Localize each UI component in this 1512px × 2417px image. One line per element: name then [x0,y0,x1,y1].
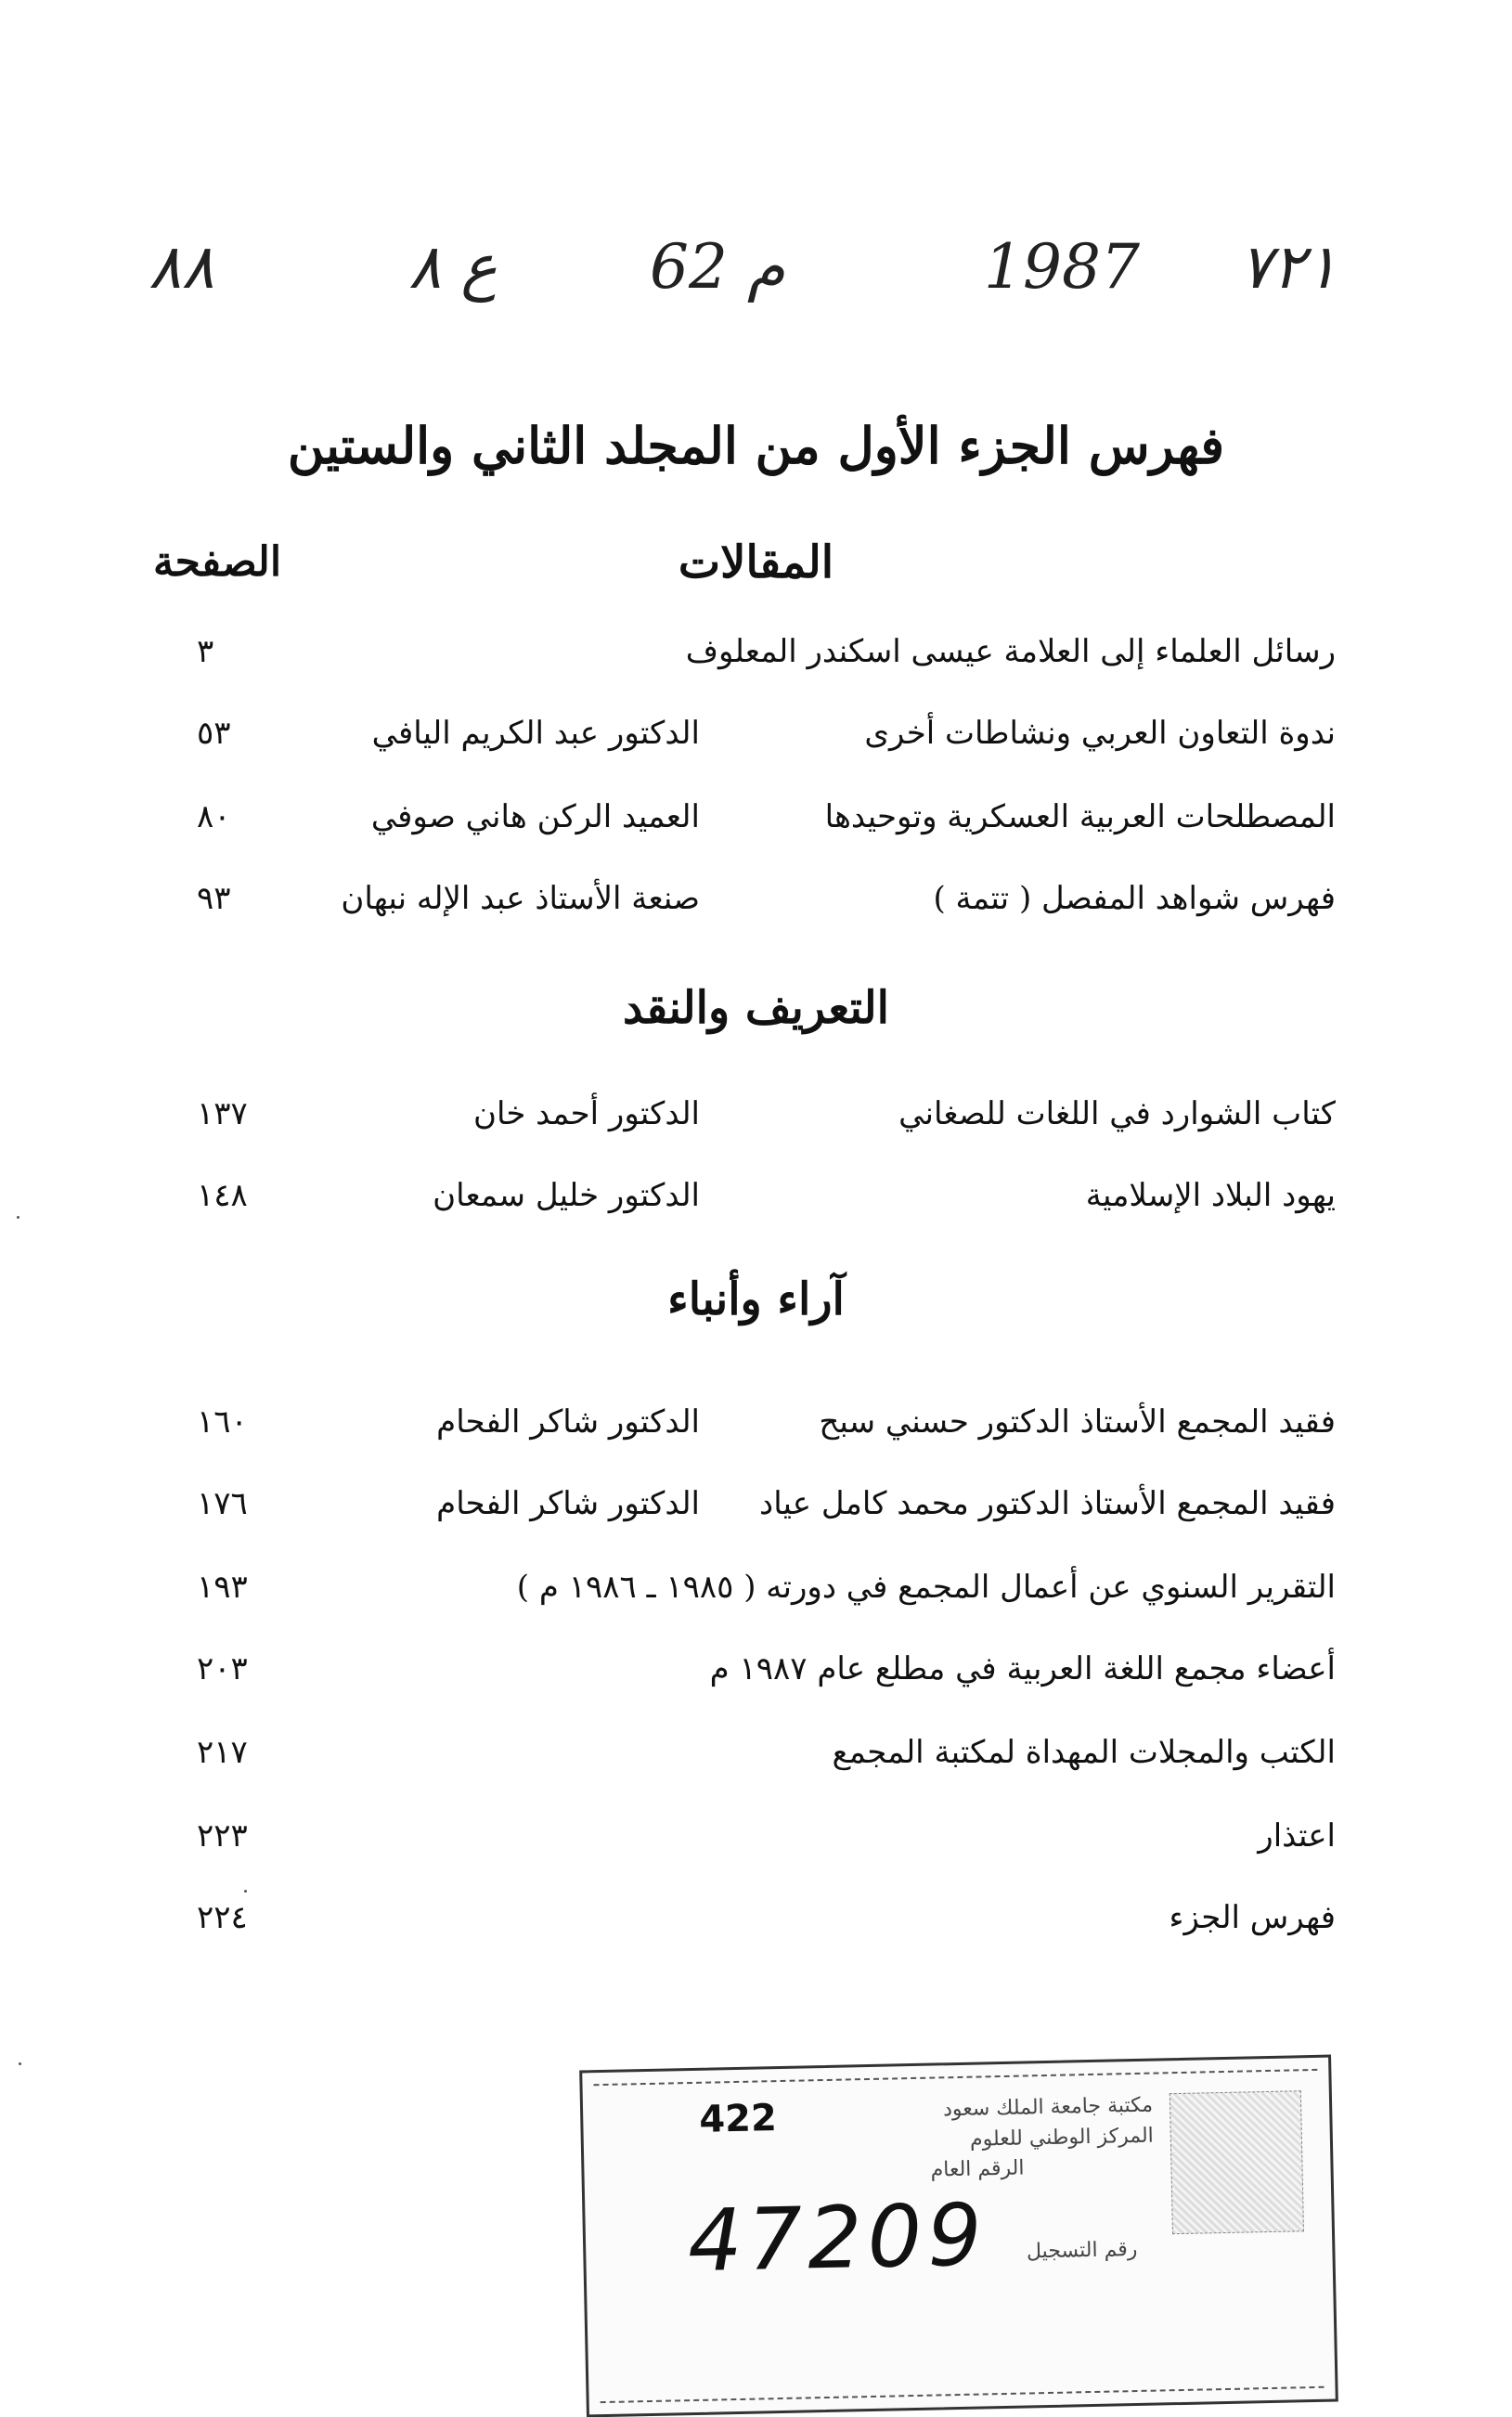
entry-author: الدكتور شاكر الفحام [436,1403,700,1441]
stamp-border-line [593,2069,1317,2086]
stamp-line-4: رقم التسجيل [1026,2237,1138,2264]
toc-entry [0,1641,1512,1697]
entry-page: ٢٢٤ [197,1899,248,1936]
entry-page: ٣ [197,633,214,670]
entry-title: المصطلحات العربية العسكرية وتوحيدها [824,798,1336,835]
entry-page: ٢١٧ [197,1734,248,1771]
toc-entry [0,624,1512,679]
toc-entry [0,1808,1512,1864]
toc-entry [0,1476,1512,1532]
entry-page: ١٤٨ [197,1177,248,1214]
stamp-border-line [601,2386,1325,2403]
entry-page: ١٩٣ [197,1569,248,1606]
entry-author: الدكتور شاكر الفحام [436,1485,700,1522]
entry-title: فقيد المجمع الأستاذ الدكتور حسني سبح [819,1403,1336,1441]
entry-title: فهرس الجزء [1169,1899,1336,1936]
library-stamp [579,2055,1338,2417]
entry-title: ندوة التعاون العربي ونشاطات أخرى [864,715,1336,752]
entry-author: صنعة الأستاذ عبد الإله نبهان [341,880,700,917]
entry-title: يهود البلاد الإسلامية [1085,1177,1336,1214]
entry-title: فهرس شواهد المفصل ( تتمة ) [933,880,1336,917]
toc-entry [0,1394,1512,1450]
toc-entry [0,1725,1512,1780]
entry-page: ٢٢٣ [197,1817,248,1855]
toc-entry [0,1890,1512,1945]
handwritten-mark-2: 1987 [984,231,1140,303]
toc-entry [0,789,1512,845]
entry-title: رسائل العلماء إلى العلامة عيسى اسكندر المعلوف [685,633,1336,670]
entry-title: اعتذار [1258,1817,1336,1855]
section-heading-opinions-news: آراء وأنباء [667,1273,845,1325]
stamp-number-small: 422 [698,2097,778,2141]
entry-page: ١٦٠ [197,1403,248,1441]
stamp-accession-number: 47209 [686,2185,989,2292]
entry-author: الدكتور أحمد خان [472,1095,700,1132]
entry-title: أعضاء مجمع اللغة العربية في مطلع عام ١٩٨٧ م [709,1650,1336,1687]
entry-page: ٢٠٣ [197,1650,248,1687]
scan-speck [244,1890,247,1893]
toc-entry [0,1168,1512,1223]
page-title: فهرس الجزء الأول من المجلد الثاني والستين [287,416,1225,475]
entry-page: ٥٣ [197,715,231,752]
entry-title: فقيد المجمع الأستاذ الدكتور محمد كامل عياد [759,1485,1336,1522]
entry-title: كتاب الشوارد في اللغات للصغاني [898,1095,1336,1132]
entry-author: الدكتور خليل سمعان [433,1177,700,1214]
entry-author: العميد الركن هاني صوفي [370,798,700,835]
stamp-photo-area [1170,2090,1304,2234]
scan-speck [19,2062,21,2065]
handwritten-mark-4: ع ٨ [408,231,498,303]
entry-page: ٨٠ [197,798,231,835]
handwritten-mark-3: م 62 [650,231,785,303]
page-column-heading: الصفحة [153,538,282,586]
section-heading-reviews: التعريف والنقد [623,982,889,1034]
entry-title: التقرير السنوي عن أعمال المجمع في دورته ( ١٩٨٥ ـ ١٩٨٦ م ) [516,1569,1336,1606]
stamp-line-1: مكتبة جامعة الملك سعود [942,2093,1154,2122]
toc-entry [0,871,1512,926]
scan-speck [17,1216,19,1219]
entry-author: الدكتور عبد الكريم اليافي [371,715,700,752]
toc-entry [0,705,1512,761]
handwritten-mark-5: ٨٨ [149,231,214,303]
toc-entry [0,1086,1512,1142]
entry-title: الكتب والمجلات المهداة لمكتبة المجمع [832,1734,1336,1771]
toc-entry [0,1559,1512,1615]
stamp-line-3: الرقم العام [930,2156,1025,2182]
entry-page: ١٣٧ [197,1095,248,1132]
section-heading-articles: المقالات [678,536,834,588]
entry-page: ٩٣ [197,880,231,917]
stamp-line-2: المركز الوطني للعلوم [969,2124,1155,2152]
entry-page: ١٧٦ [197,1485,248,1522]
handwritten-mark-1: ٧٢١ [1239,231,1338,303]
